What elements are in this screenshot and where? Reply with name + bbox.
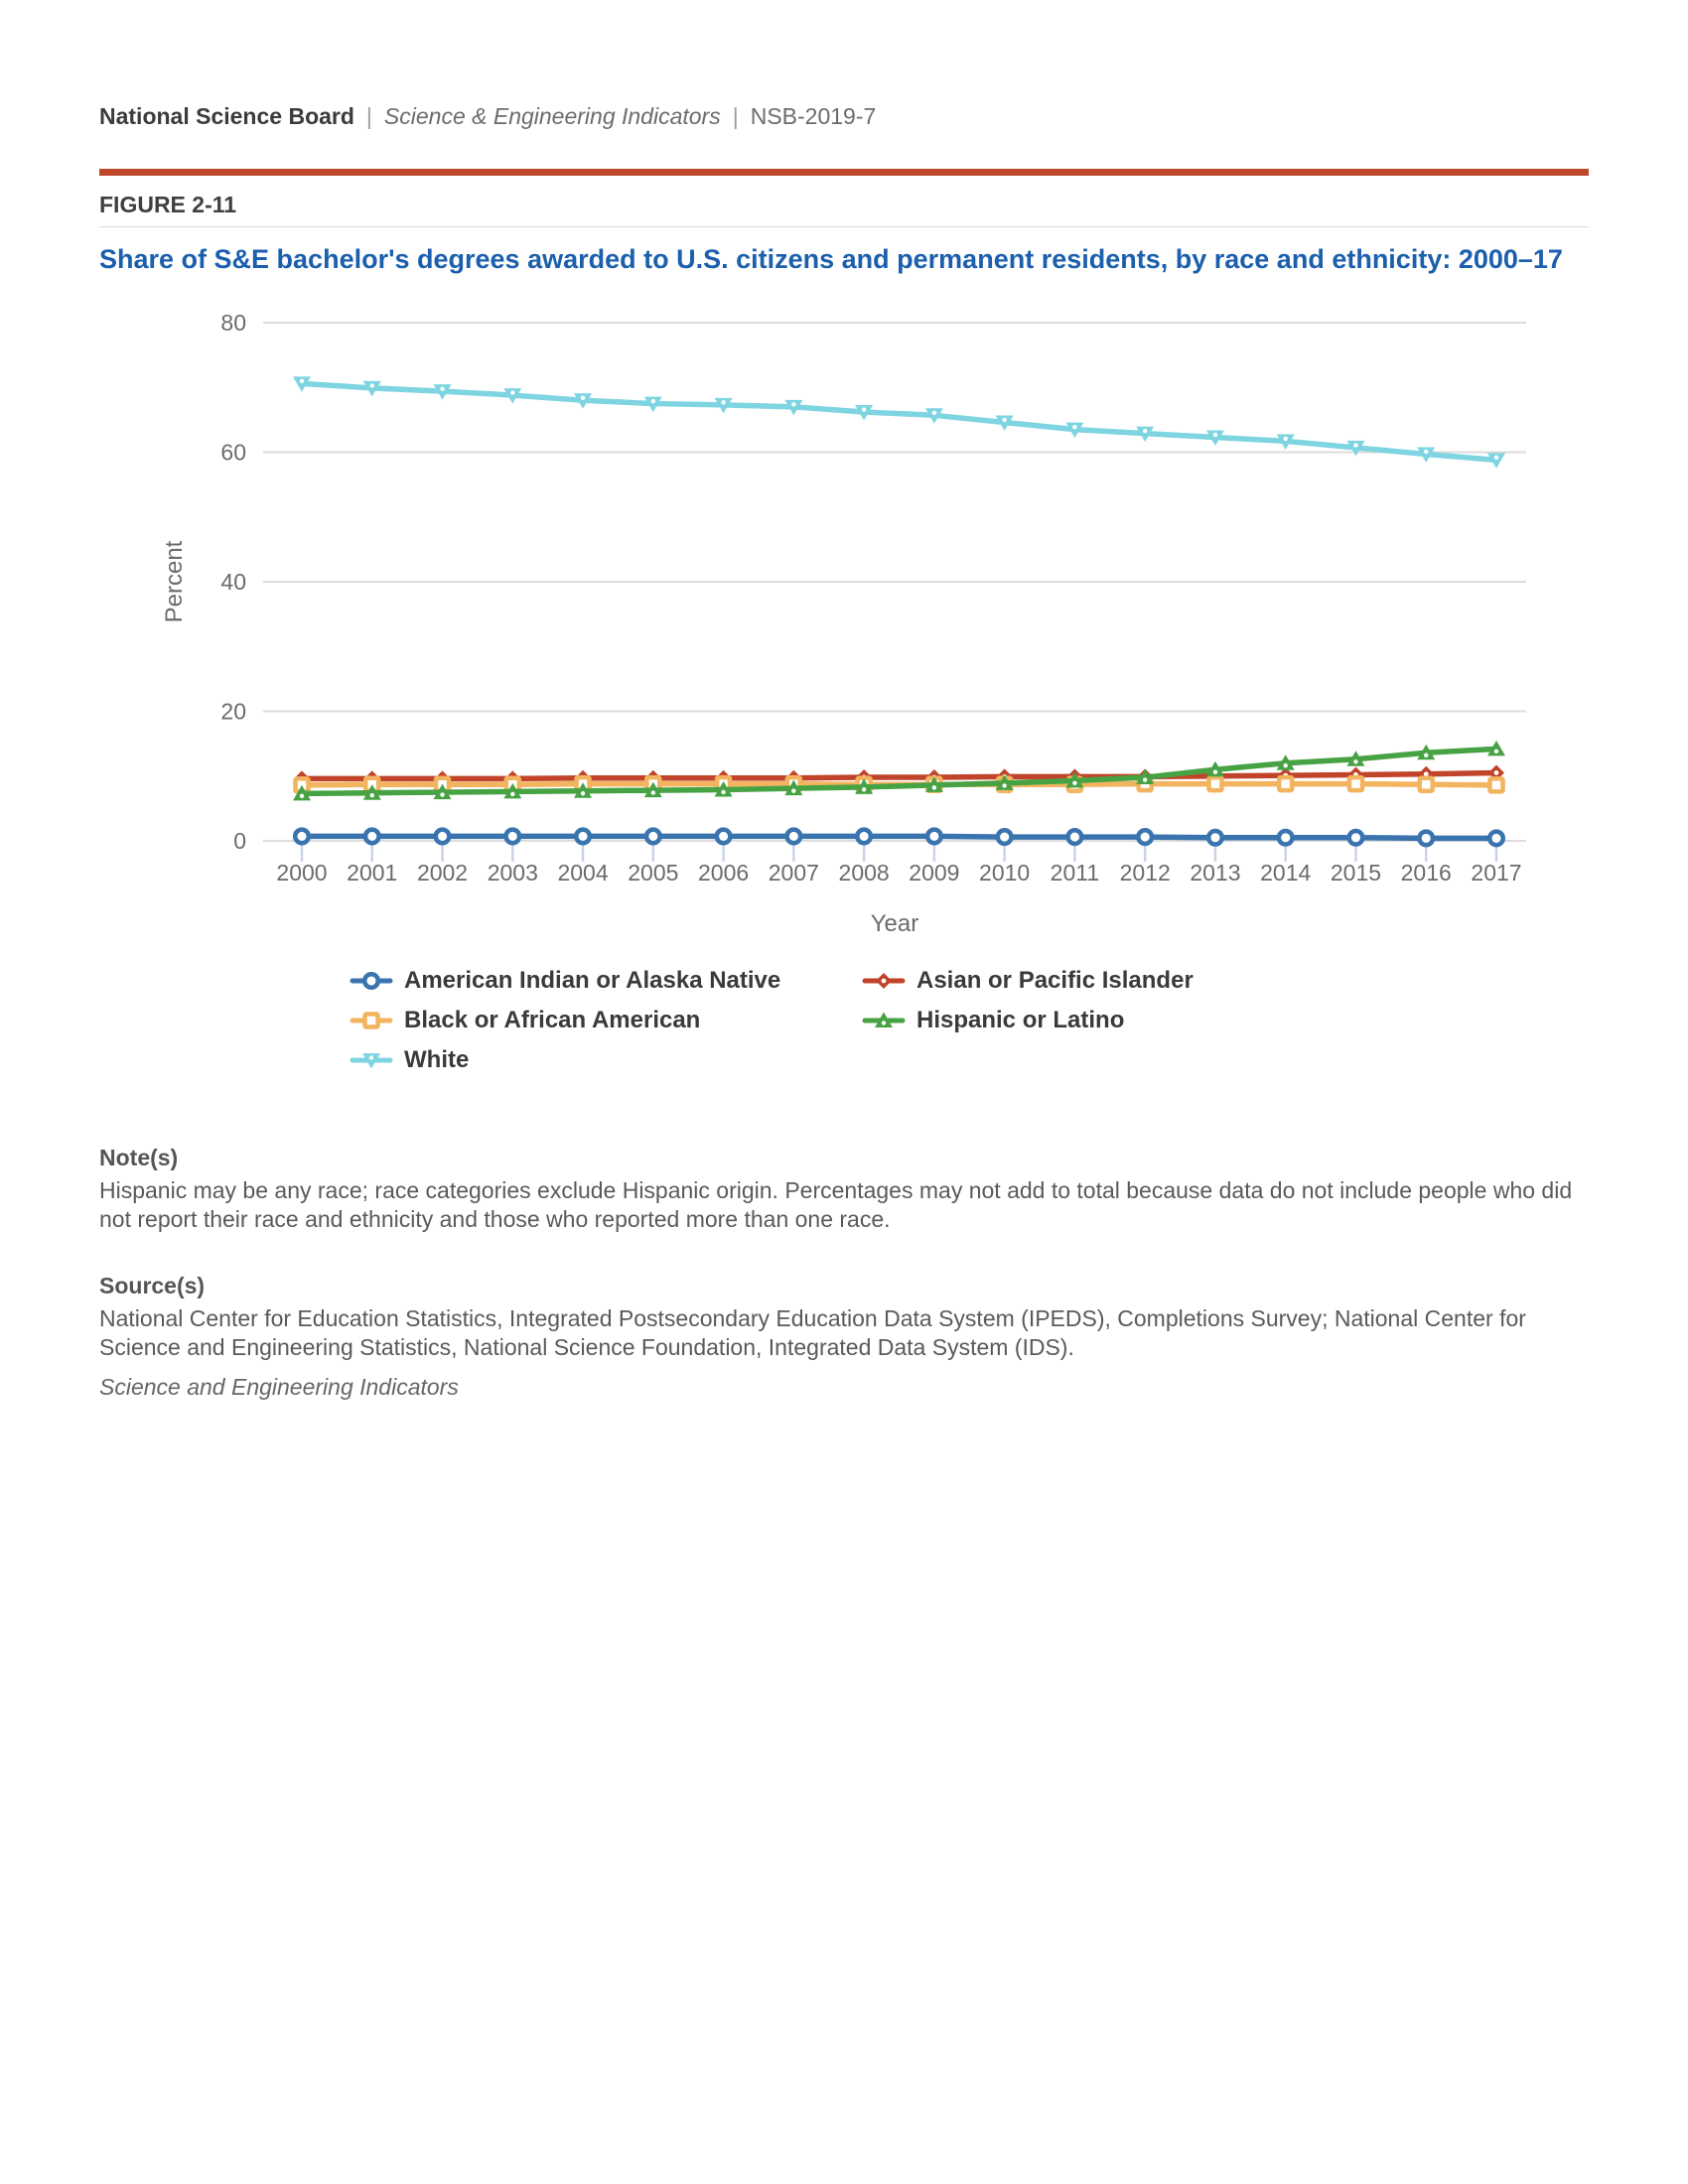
series-marker-white-dot bbox=[1353, 443, 1357, 447]
series-marker-hispanic-or-latino-dot bbox=[1424, 753, 1428, 757]
series-marker-white-dot bbox=[1424, 450, 1428, 454]
legend-item-asian-or-pacific-islander[interactable] bbox=[862, 967, 1194, 994]
series-marker-white-dot bbox=[300, 379, 304, 383]
legend-label-asian-or-pacific-islander: Asian or Pacific Islander bbox=[916, 966, 1194, 994]
series-marker-white-dot bbox=[1494, 456, 1498, 460]
x-tick-label: 2010 bbox=[979, 860, 1031, 886]
figure-title: Share of S&E bachelor's degrees awarded to U.S. citizens and permanent residents, by race and ethnicity: 2000–17 bbox=[99, 244, 1563, 274]
sources-heading: Source(s) bbox=[99, 1273, 206, 1298]
series-marker-american-indian-or-alaska-native bbox=[1138, 830, 1152, 844]
sources-text: National Center for Education Statistics, Integrated Postsecondary Education Data System (IPEDS), Completions Survey; National Center for Science and Engineering Statistics, National Science Foundation, Integrated Data System (IDS). bbox=[99, 1304, 1526, 1360]
series-marker-white-dot bbox=[862, 407, 866, 411]
series-marker-hispanic-or-latino-dot bbox=[721, 790, 725, 794]
series-marker-black-or-african-american bbox=[1490, 778, 1503, 791]
series-marker-white-dot bbox=[1072, 425, 1076, 429]
x-tick-label: 2002 bbox=[416, 860, 469, 886]
series-marker-hispanic-or-latino-dot bbox=[1494, 750, 1498, 753]
series-line-american-indian-or-alaska-native bbox=[302, 836, 1496, 838]
series-marker-black-or-african-american bbox=[1349, 777, 1362, 790]
publication-name: Science & Engineering Indicators bbox=[383, 103, 721, 129]
series-marker-american-indian-or-alaska-native bbox=[927, 830, 941, 844]
legend-marker-shape-dot bbox=[882, 978, 887, 983]
series-marker-american-indian-or-alaska-native bbox=[576, 830, 590, 844]
brand-name: National Science Board bbox=[99, 103, 354, 129]
series-marker-white-dot bbox=[1143, 429, 1147, 433]
series-marker-american-indian-or-alaska-native bbox=[1208, 831, 1222, 845]
x-tick-label: 2015 bbox=[1330, 860, 1382, 886]
series-marker-hispanic-or-latino-dot bbox=[300, 794, 304, 798]
series-marker-hispanic-or-latino-dot bbox=[651, 790, 655, 794]
series-marker-american-indian-or-alaska-native bbox=[436, 830, 450, 844]
y-tick-label: 0 bbox=[233, 828, 246, 854]
legend-marker-asian-or-pacific-islander bbox=[862, 969, 906, 993]
series-line-white bbox=[302, 383, 1496, 460]
series-marker-black-or-african-american bbox=[1208, 777, 1221, 790]
legend-marker-white bbox=[350, 1048, 393, 1072]
notes-heading: Note(s) bbox=[99, 1145, 179, 1170]
series-marker-hispanic-or-latino-dot bbox=[932, 785, 936, 789]
series-marker-american-indian-or-alaska-native bbox=[998, 830, 1012, 844]
legend-label-white: White bbox=[404, 1045, 470, 1073]
series-marker-american-indian-or-alaska-native bbox=[1068, 830, 1082, 844]
accent-rule bbox=[99, 169, 1589, 176]
x-tick-label: 2000 bbox=[276, 860, 328, 886]
notes-text: Hispanic may be any race; race categories exclude Hispanic origin. Percentages may not add to total because data do not include people who did not report their race and ethnicity and those who reported more than one race. bbox=[99, 1176, 1573, 1232]
x-tick-label: 2013 bbox=[1190, 860, 1241, 886]
series-marker-hispanic-or-latino-dot bbox=[1284, 763, 1288, 767]
series-marker-american-indian-or-alaska-native bbox=[646, 830, 660, 844]
x-tick-label: 2006 bbox=[698, 860, 750, 886]
series-marker-hispanic-or-latino-dot bbox=[862, 787, 866, 791]
chart-legend bbox=[350, 967, 1194, 1073]
series-marker-american-indian-or-alaska-native bbox=[1489, 832, 1503, 846]
series-marker-white-dot bbox=[651, 399, 655, 403]
series-marker-american-indian-or-alaska-native bbox=[505, 830, 519, 844]
legend-marker-shape bbox=[364, 974, 378, 988]
series-marker-white-dot bbox=[1002, 418, 1006, 422]
series-marker-asian-or-pacific-islander-dot bbox=[1424, 771, 1429, 776]
legend-marker-black-or-african-american bbox=[350, 1009, 393, 1032]
series-marker-asian-or-pacific-islander-dot bbox=[1494, 770, 1499, 775]
y-tick-label: 80 bbox=[220, 310, 246, 336]
series-line-asian-or-pacific-islander bbox=[302, 772, 1496, 778]
series-marker-hispanic-or-latino-dot bbox=[1353, 759, 1357, 763]
legend-item-american-indian-or-alaska-native[interactable] bbox=[350, 967, 862, 994]
x-tick-label: 2003 bbox=[487, 860, 538, 886]
legend-item-white[interactable] bbox=[350, 1046, 862, 1073]
legend-label-american-indian-or-alaska-native: American Indian or Alaska Native bbox=[404, 966, 781, 994]
legend-label-hispanic-or-latino: Hispanic or Latino bbox=[916, 1006, 1125, 1033]
series-marker-american-indian-or-alaska-native bbox=[717, 830, 731, 844]
legend-marker-hispanic-or-latino bbox=[862, 1009, 906, 1032]
separator: | bbox=[365, 103, 372, 129]
y-tick-label: 40 bbox=[220, 569, 246, 595]
legend-marker-shape-dot bbox=[369, 1055, 373, 1059]
legend-item-black-or-african-american[interactable] bbox=[350, 1007, 862, 1033]
series-marker-white-dot bbox=[370, 383, 374, 387]
publication-footer: Science and Engineering Indicators bbox=[99, 1374, 459, 1400]
series-marker-hispanic-or-latino-dot bbox=[1213, 770, 1217, 774]
x-tick-label: 2017 bbox=[1471, 860, 1522, 886]
legend-item-hispanic-or-latino[interactable] bbox=[862, 1007, 1194, 1033]
series-marker-white-dot bbox=[791, 402, 795, 406]
x-tick-label: 2004 bbox=[557, 860, 609, 886]
series-marker-american-indian-or-alaska-native bbox=[1349, 831, 1363, 845]
separator: | bbox=[732, 103, 739, 129]
breadcrumb bbox=[99, 103, 876, 130]
series-marker-american-indian-or-alaska-native bbox=[365, 830, 379, 844]
series-marker-black-or-african-american bbox=[1420, 778, 1433, 791]
series-marker-white-dot bbox=[1284, 437, 1288, 441]
legend-label-black-or-african-american: Black or African American bbox=[404, 1006, 701, 1033]
series-marker-white-dot bbox=[932, 411, 936, 415]
series-marker-hispanic-or-latino-dot bbox=[370, 793, 374, 797]
x-tick-label: 2001 bbox=[347, 860, 398, 886]
x-tick-label: 2005 bbox=[628, 860, 679, 886]
y-axis-title: Percent bbox=[161, 540, 188, 623]
series-marker-hispanic-or-latino-dot bbox=[1072, 781, 1076, 785]
x-tick-label: 2016 bbox=[1400, 860, 1452, 886]
y-tick-label: 20 bbox=[220, 698, 246, 725]
series-marker-hispanic-or-latino-dot bbox=[791, 788, 795, 792]
y-tick-label: 60 bbox=[220, 439, 246, 466]
figure-label: FIGURE 2-11 bbox=[99, 192, 237, 217]
series-marker-white-dot bbox=[1213, 433, 1217, 437]
series-marker-american-indian-or-alaska-native bbox=[1279, 831, 1293, 845]
report-id: NSB-2019-7 bbox=[750, 103, 877, 129]
sources-section bbox=[99, 1272, 1577, 1363]
notes-section bbox=[99, 1144, 1577, 1235]
series-marker-american-indian-or-alaska-native bbox=[1419, 832, 1433, 846]
series-marker-black-or-african-american bbox=[1279, 777, 1292, 790]
series-marker-white-dot bbox=[581, 396, 585, 400]
x-axis-title: Year bbox=[870, 910, 919, 937]
x-tick-label: 2012 bbox=[1119, 860, 1171, 886]
series-marker-hispanic-or-latino-dot bbox=[1143, 777, 1147, 781]
divider bbox=[99, 226, 1589, 227]
x-tick-label: 2008 bbox=[838, 860, 890, 886]
series-marker-white-dot bbox=[721, 400, 725, 404]
line-chart bbox=[79, 288, 1609, 953]
series-marker-american-indian-or-alaska-native bbox=[857, 830, 871, 844]
x-tick-label: 2014 bbox=[1260, 860, 1312, 886]
x-tick-label: 2011 bbox=[1050, 860, 1100, 886]
series-marker-american-indian-or-alaska-native bbox=[787, 830, 801, 844]
x-tick-label: 2007 bbox=[768, 860, 819, 886]
series-marker-american-indian-or-alaska-native bbox=[295, 830, 309, 844]
series-marker-hispanic-or-latino-dot bbox=[440, 792, 444, 796]
series-marker-white-dot bbox=[510, 390, 514, 394]
series-marker-hispanic-or-latino-dot bbox=[510, 792, 514, 796]
legend-marker-shape bbox=[365, 1014, 378, 1026]
legend-marker-shape-dot bbox=[882, 1021, 886, 1024]
series-marker-hispanic-or-latino-dot bbox=[581, 791, 585, 795]
series-marker-hispanic-or-latino-dot bbox=[1002, 783, 1006, 787]
legend-marker-american-indian-or-alaska-native bbox=[350, 969, 393, 993]
x-tick-label: 2009 bbox=[909, 860, 960, 886]
series-marker-white-dot bbox=[440, 386, 444, 390]
